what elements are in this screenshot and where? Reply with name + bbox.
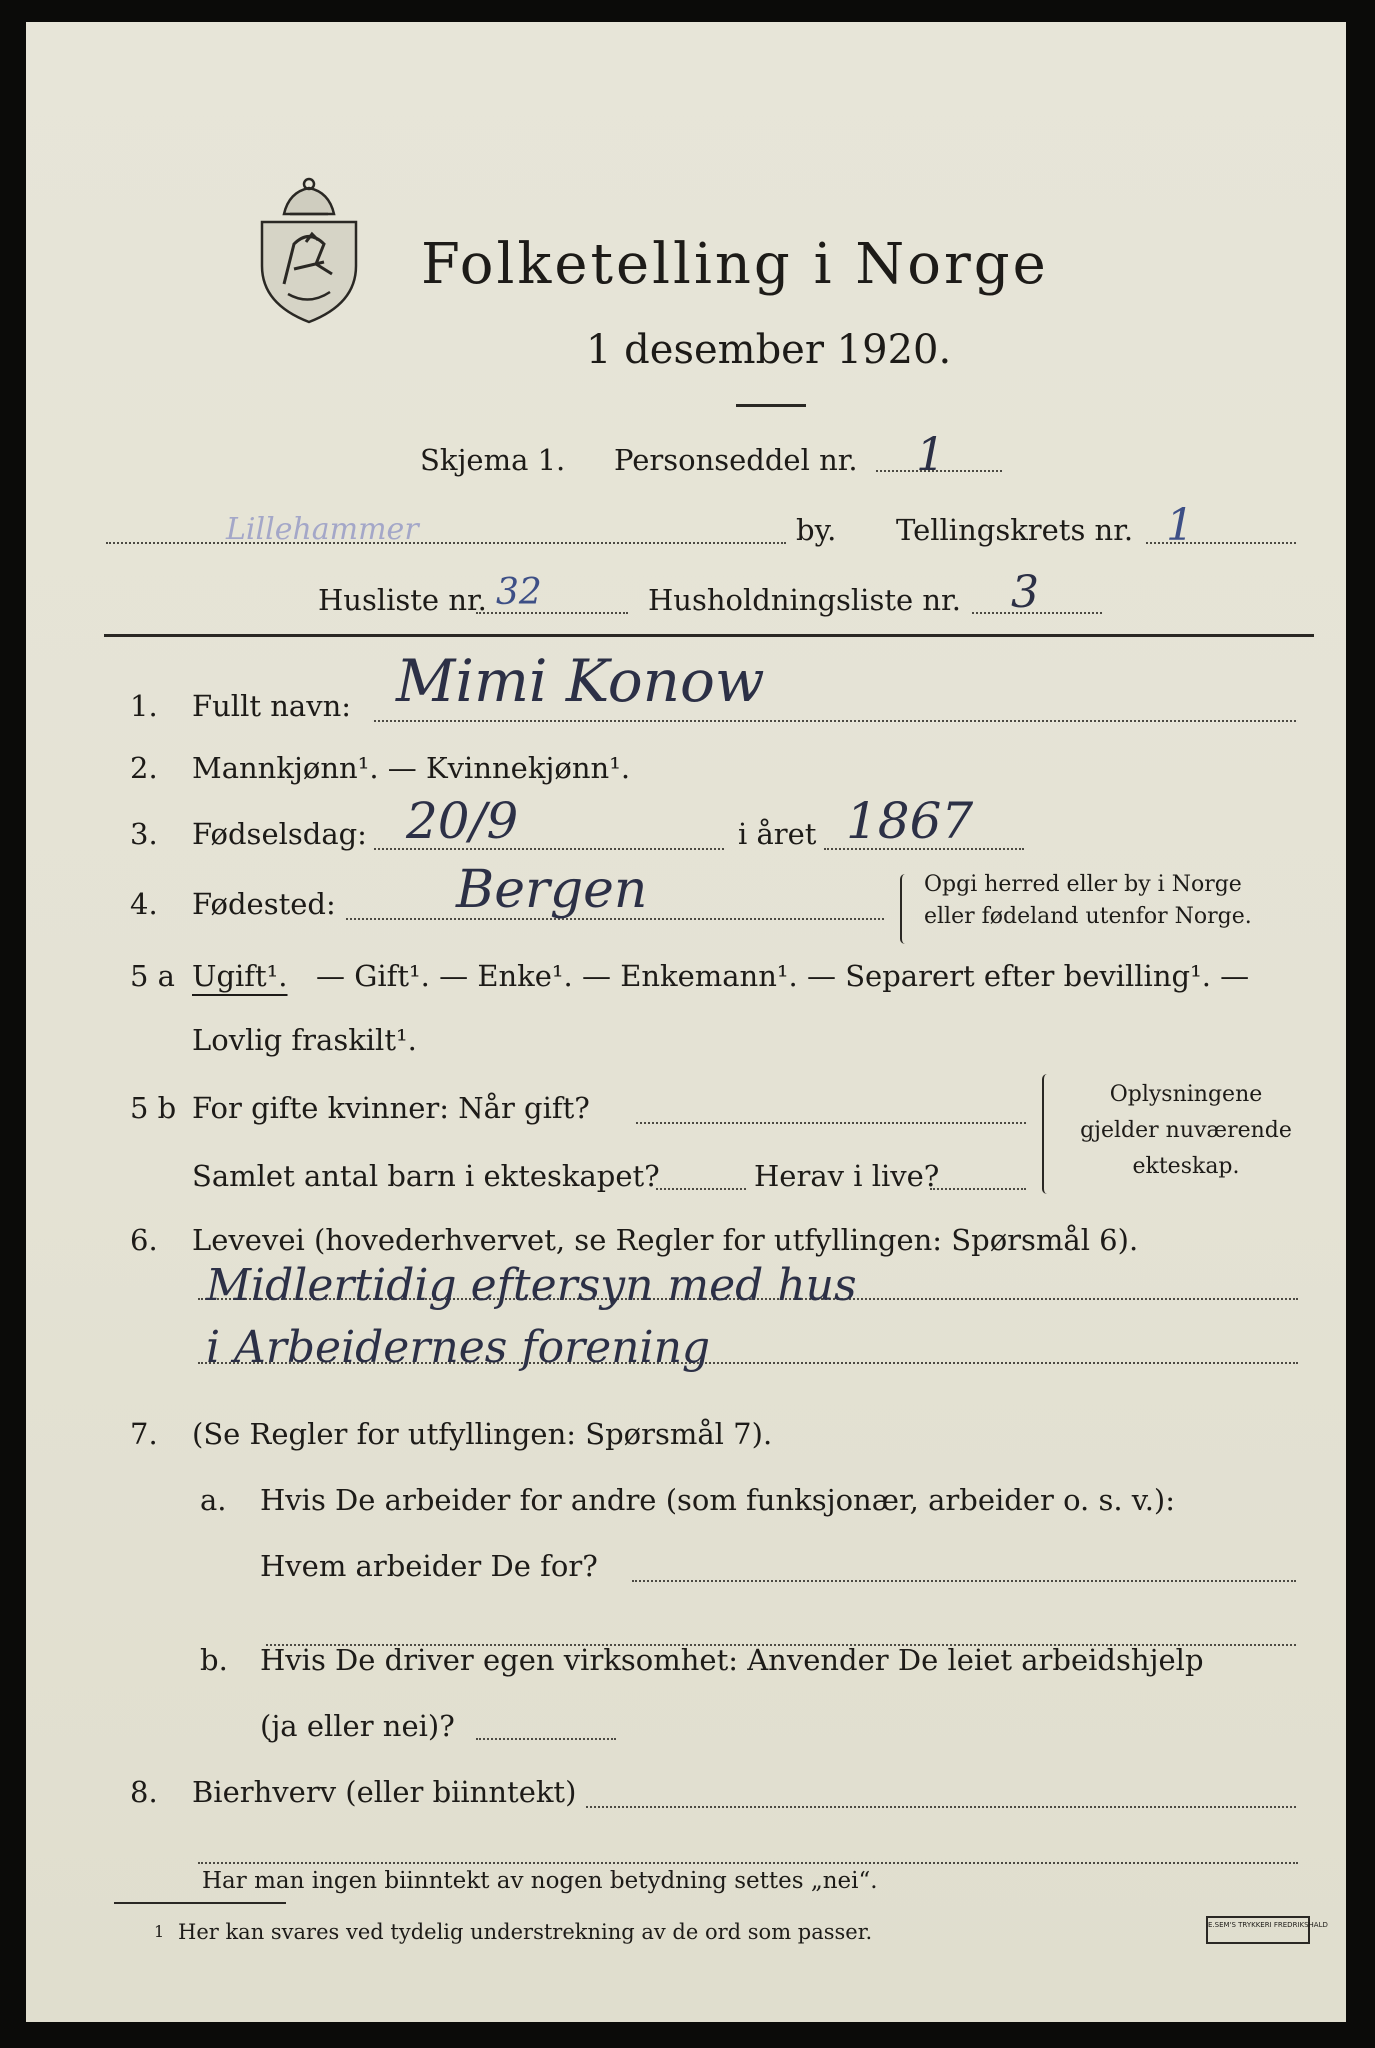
q5b-label3: Herav i live? [754,1159,940,1193]
footnote-mark: 1 [154,1922,165,1941]
q1-label: Fullt navn: [192,689,352,723]
personseddel-value[interactable]: 1 [916,427,946,481]
q8-label: Bierhverv (eller biinntekt) [192,1775,577,1809]
q4-label: Fødested: [192,887,336,921]
q5a-number: 5 a [130,959,175,993]
biinntekt-note: Har man ingen biinntekt av nogen betydning settes „nei“. [202,1868,878,1894]
q3-number: 3. [130,817,158,851]
q4-note-line1: Opgi herred eller by i Norge [924,872,1242,897]
q5b-label2: Samlet antal barn i ekteskapet? [192,1159,660,1193]
full-name-value[interactable]: Mimi Konow [396,647,765,715]
q5b-label1: For gifte kvinner: Når gift? [192,1091,590,1125]
tellingskrets-value[interactable]: 1 [1166,500,1194,551]
occupation-line1[interactable]: Midlertidig eftersyn med hus [206,1260,857,1311]
census-form-sheet [26,22,1346,2022]
q2-number: 2. [130,751,158,785]
q5b-note1: Oplysningene [1109,1082,1263,1107]
q6-number: 6. [130,1223,158,1257]
husholdningsliste-label: Husholdningsliste nr. [648,583,961,617]
q8-number: 8. [130,1775,158,1809]
personseddel-label: Personseddel nr. [614,443,858,477]
form-title: Folketelling i Norge [421,232,1049,297]
q7b-letter: b. [200,1643,228,1677]
skjema-label: Skjema 1. [420,443,566,477]
q4-number: 4. [130,887,158,921]
q5a-line2[interactable]: Lovlig fraskilt¹. [192,1023,417,1057]
q3-label: Fødselsdag: [192,817,367,851]
printer-stamp: E.SEM'S TRYKKERI FREDRIKSHALD [1206,1916,1310,1944]
q7b-text: Hvis De driver egen virksomhet: Anvender De leiet arbeidshjelp [260,1643,1204,1677]
husliste-label: Husliste nr. [318,583,487,617]
birthplace-value[interactable]: Bergen [456,860,648,920]
year-label: i året [738,817,817,851]
footnote-text: Her kan svares ved tydelig understrekning av de ord som passer. [178,1920,873,1944]
q5b-number: 5 b [130,1091,177,1125]
husliste-value[interactable]: 32 [496,572,542,613]
q1-number: 1. [130,689,158,723]
q5a-options[interactable]: — Gift¹. — Enke¹. — Enkemann¹. — Separert efter bevilling¹. — [316,959,1250,993]
birth-year-value[interactable]: 1867 [846,792,974,850]
by-value-stamp[interactable]: Lillehammer [226,512,419,547]
q5b-note2: gjelder nuværende [1080,1118,1292,1143]
q5b-note3: ekteskap. [1132,1154,1240,1179]
husholdningsliste-value[interactable]: 3 [1011,567,1039,618]
q4-note-line2: eller fødeland utenfor Norge. [924,904,1252,929]
q6-label: Levevei (hovederhvervet, se Regler for utfyllingen: Spørsmål 6). [192,1223,1139,1257]
birthdate-value[interactable]: 20/9 [406,792,519,850]
q7a-text: Hvis De arbeider for andre (som funksjonær, arbeider o. s. v.): [260,1483,1176,1517]
footnote-rule [114,1902,286,1904]
q7a-text2: Hvem arbeider De for? [260,1549,598,1583]
q2-label[interactable]: Mannkjønn¹. — Kvinnekjønn¹. [192,751,631,785]
q7b-text2: (ja eller nei)? [260,1709,455,1743]
q7-number: 7. [130,1417,158,1451]
q7a-letter: a. [200,1483,227,1517]
q7-label: (Se Regler for utfyllingen: Spørsmål 7). [192,1417,773,1451]
title-divider [736,404,806,407]
occupation-line2[interactable]: i Arbeidernes forening [206,1322,711,1373]
q5a-ugift[interactable]: Ugift¹. [192,959,288,993]
census-date: 1 desember 1920. [586,327,952,373]
coat-of-arms-icon [254,174,364,324]
tellingskrets-label: Tellingskrets nr. [896,513,1134,547]
header-rule [104,634,1314,637]
by-label: by. [796,513,837,547]
